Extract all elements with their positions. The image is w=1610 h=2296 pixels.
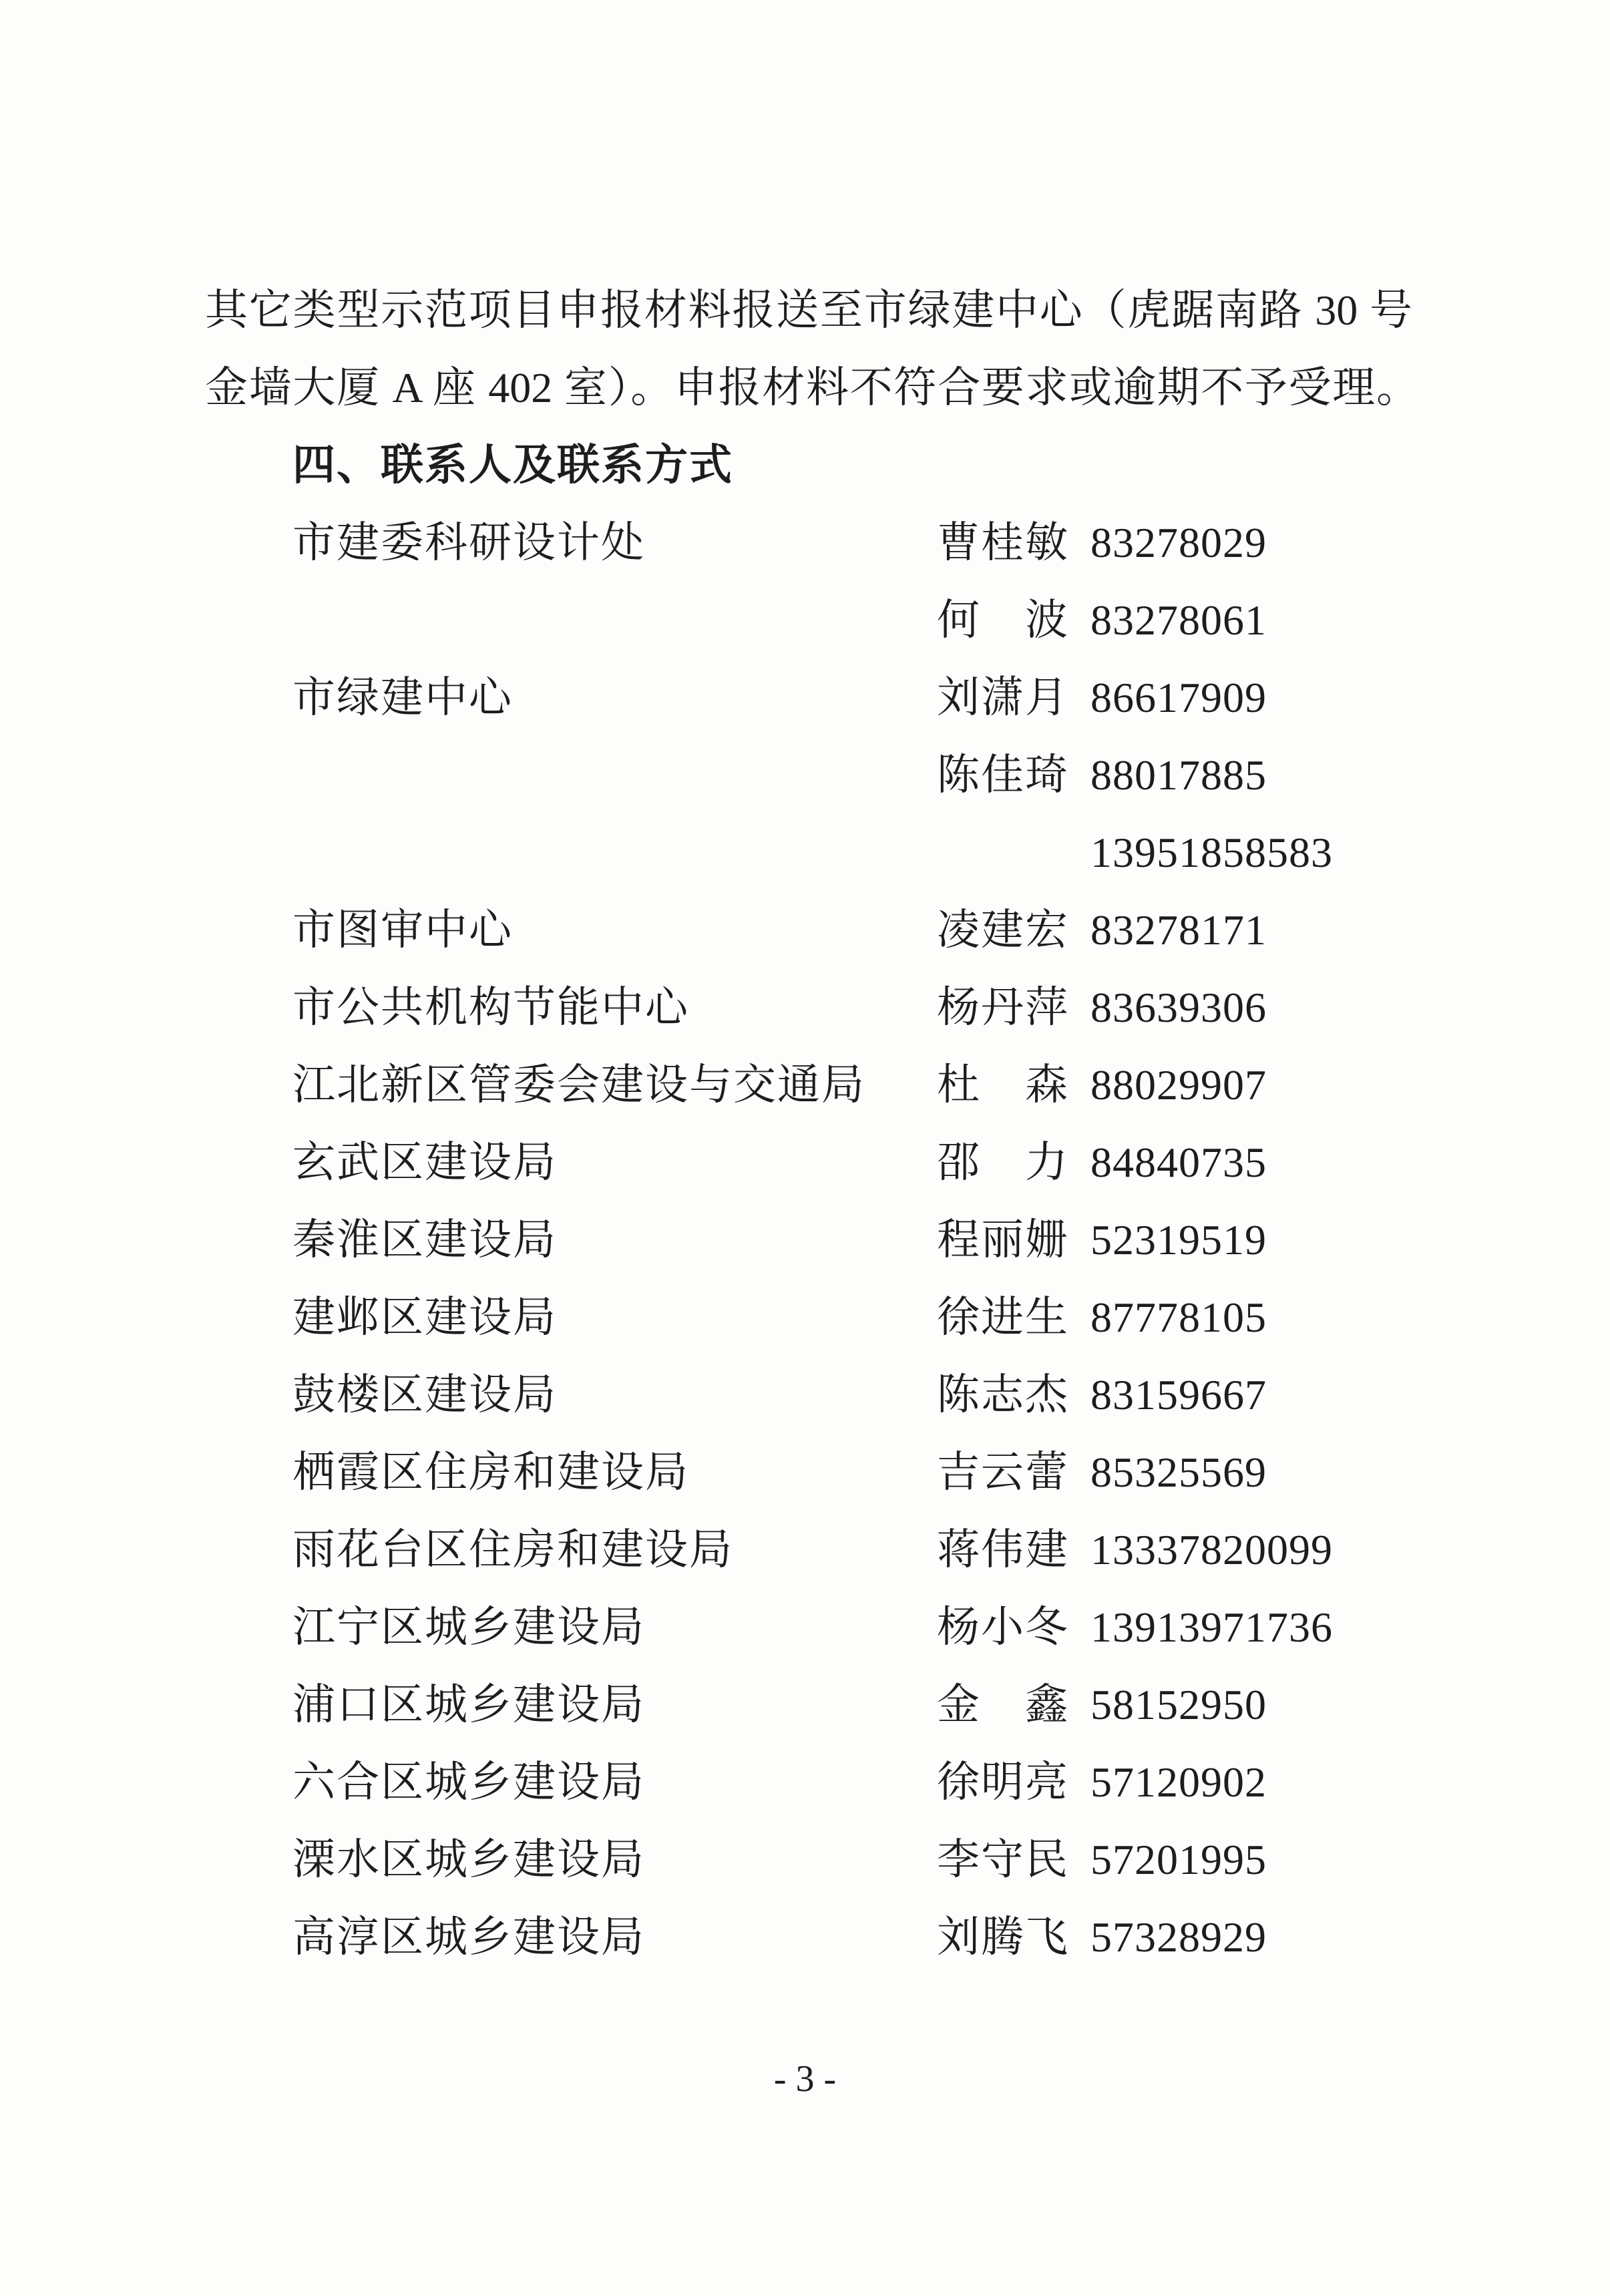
contact-row bbox=[0, 814, 1610, 892]
contact-row bbox=[0, 1821, 1610, 1899]
contact-phone: 83278061 bbox=[1090, 596, 1267, 644]
contact-name: 徐进生 bbox=[937, 1294, 1069, 1341]
contact-phone: 57328929 bbox=[1090, 1913, 1267, 1961]
contact-name: 杜 森 bbox=[937, 1061, 1069, 1109]
body-paragraph-line-2: 金墙大厦 A 座 402 室）。申报材料不符合要求或逾期不予受理。 bbox=[205, 364, 1419, 411]
contact-org: 雨花台区住房和建设局 bbox=[292, 1526, 733, 1573]
document-body bbox=[0, 272, 1610, 1976]
contact-phone: 13951858583 bbox=[1090, 829, 1333, 876]
contact-name: 杨丹萍 bbox=[937, 984, 1069, 1031]
contact-org: 建邺区建设局 bbox=[292, 1294, 557, 1341]
contact-name: 李守民 bbox=[937, 1836, 1069, 1883]
contact-name: 杨小冬 bbox=[937, 1603, 1069, 1651]
contact-row bbox=[0, 504, 1610, 582]
contact-row bbox=[0, 969, 1610, 1046]
contact-phone: 88029907 bbox=[1090, 1061, 1267, 1109]
contact-row bbox=[0, 1279, 1610, 1356]
contact-org: 栖霞区住房和建设局 bbox=[292, 1449, 689, 1496]
contact-org: 溧水区城乡建设局 bbox=[292, 1836, 645, 1883]
contact-name: 何 波 bbox=[937, 596, 1069, 644]
contact-row bbox=[0, 1046, 1610, 1124]
contact-row bbox=[0, 1434, 1610, 1511]
contact-org: 市图审中心 bbox=[292, 906, 513, 954]
contact-row bbox=[0, 1589, 1610, 1666]
contact-row bbox=[0, 892, 1610, 969]
contact-row bbox=[0, 659, 1610, 737]
section-heading: 四、联系人及联系方式 bbox=[292, 441, 733, 490]
contact-row bbox=[0, 1666, 1610, 1744]
contact-org: 市公共机构节能中心 bbox=[292, 984, 689, 1031]
contact-phone: 88017885 bbox=[1090, 751, 1267, 799]
contact-name: 曹桂敏 bbox=[937, 519, 1069, 566]
contact-phone: 57201995 bbox=[1090, 1836, 1267, 1883]
contact-name: 陈志杰 bbox=[937, 1371, 1069, 1418]
contact-name: 徐明亮 bbox=[937, 1758, 1069, 1806]
contact-name: 刘腾飞 bbox=[937, 1913, 1069, 1961]
contact-row bbox=[0, 1744, 1610, 1821]
contact-phone: 58152950 bbox=[1090, 1681, 1267, 1728]
body-paragraph-line-1: 其它类型示范项目申报材料报送至市绿建中心（虎踞南路 30 号 bbox=[205, 286, 1412, 334]
page-number: - 3 - bbox=[773, 2058, 837, 2100]
contact-row bbox=[0, 1511, 1610, 1589]
contact-org: 六合区城乡建设局 bbox=[292, 1758, 645, 1806]
contact-name: 程丽姗 bbox=[937, 1216, 1069, 1264]
contact-name: 蒋伟建 bbox=[937, 1526, 1069, 1573]
contact-org: 高淳区城乡建设局 bbox=[292, 1913, 645, 1961]
contact-name: 金 鑫 bbox=[937, 1681, 1069, 1728]
contact-phone: 52319519 bbox=[1090, 1216, 1267, 1264]
contact-row bbox=[0, 1356, 1610, 1434]
contact-phone: 13913971736 bbox=[1090, 1603, 1333, 1651]
contact-phone: 86617909 bbox=[1090, 674, 1267, 721]
contact-phone: 83639306 bbox=[1090, 984, 1267, 1031]
contact-org: 江北新区管委会建设与交通局 bbox=[292, 1061, 865, 1109]
contact-phone: 84840735 bbox=[1090, 1139, 1267, 1186]
contact-row bbox=[0, 1899, 1610, 1976]
contact-name: 陈佳琦 bbox=[937, 751, 1069, 799]
contact-org: 鼓楼区建设局 bbox=[292, 1371, 557, 1418]
contact-org: 秦淮区建设局 bbox=[292, 1216, 557, 1264]
contact-org: 浦口区城乡建设局 bbox=[292, 1681, 645, 1728]
contact-org: 市建委科研设计处 bbox=[292, 519, 645, 566]
contact-row bbox=[0, 1201, 1610, 1279]
contact-name: 刘潇月 bbox=[937, 674, 1069, 721]
contact-row bbox=[0, 582, 1610, 659]
contact-name: 邵 力 bbox=[937, 1139, 1069, 1186]
contact-name: 吉云蕾 bbox=[937, 1449, 1069, 1496]
contact-org: 市绿建中心 bbox=[292, 674, 513, 721]
contact-phone: 13337820099 bbox=[1090, 1526, 1333, 1573]
contact-phone: 57120902 bbox=[1090, 1758, 1267, 1806]
contact-phone: 83278171 bbox=[1090, 906, 1267, 954]
contact-phone: 83159667 bbox=[1090, 1371, 1267, 1418]
contact-name: 凌建宏 bbox=[937, 906, 1069, 954]
contact-org: 玄武区建设局 bbox=[292, 1139, 557, 1186]
contact-phone: 83278029 bbox=[1090, 519, 1267, 566]
contact-row bbox=[0, 737, 1610, 814]
contact-row bbox=[0, 1124, 1610, 1201]
contact-org: 江宁区城乡建设局 bbox=[292, 1603, 645, 1651]
contact-phone: 87778105 bbox=[1090, 1294, 1267, 1341]
contact-phone: 85325569 bbox=[1090, 1449, 1267, 1496]
